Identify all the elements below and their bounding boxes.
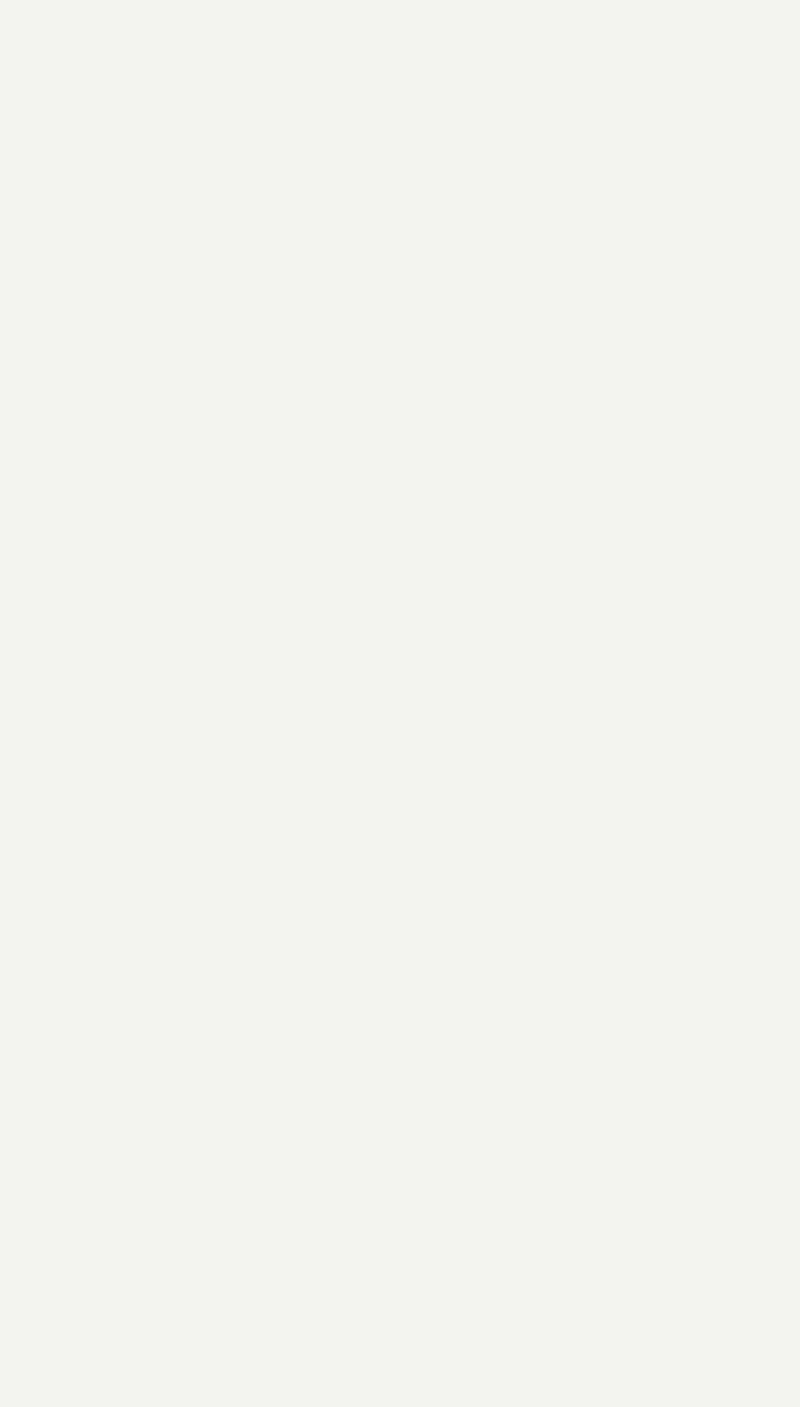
page-header: [30, 28, 766, 72]
